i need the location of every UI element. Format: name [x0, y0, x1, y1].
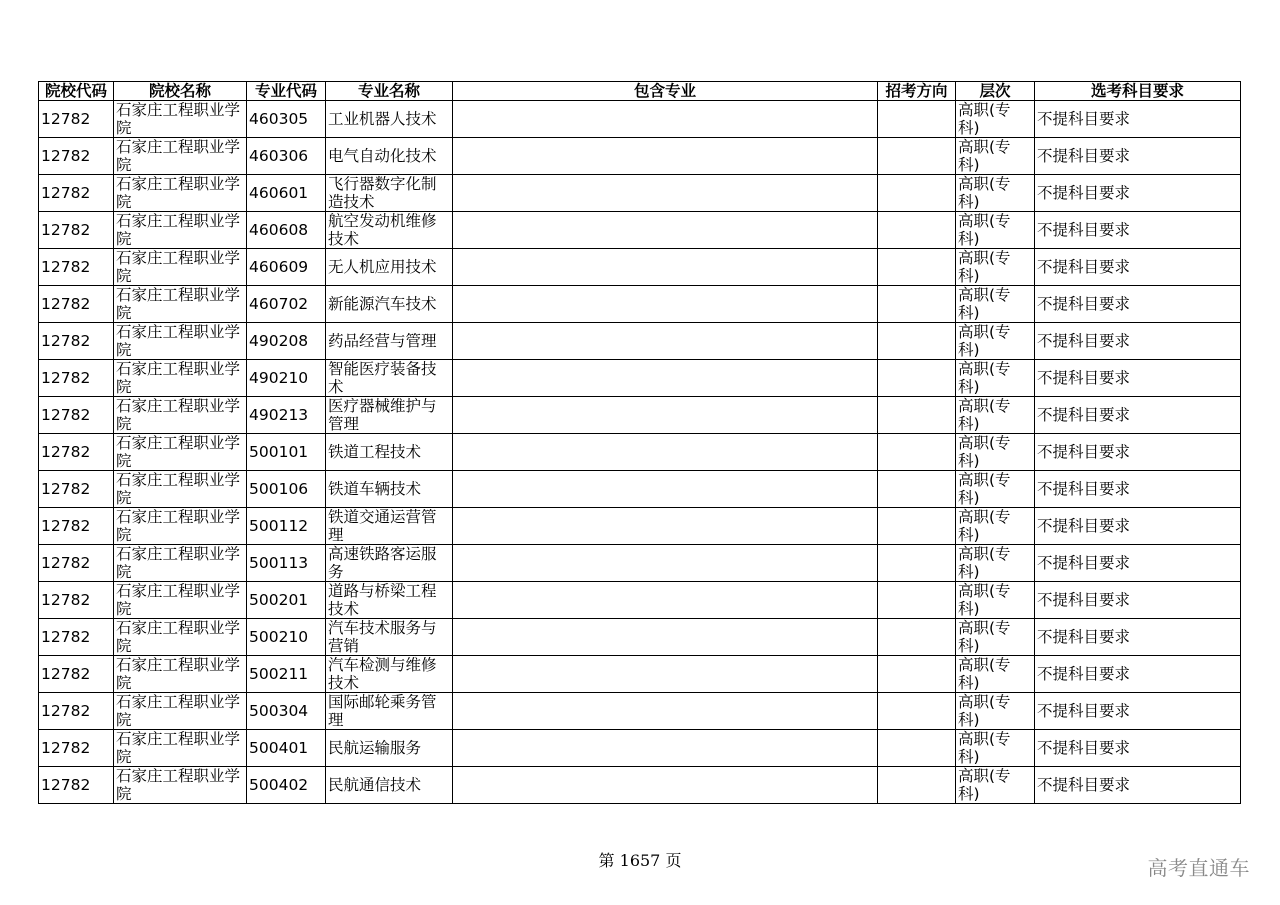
cell-level: 高职(专科) [956, 397, 1035, 434]
cell-major-name: 航空发动机维修技术 [326, 212, 453, 249]
table-row [39, 138, 1241, 175]
cell-school-code: 12782 [39, 397, 114, 434]
cell-major-name: 国际邮轮乘务管理 [326, 693, 453, 730]
cell-major-code: 500402 [247, 767, 326, 804]
cell-subject-requirement: 不提科目要求 [1035, 656, 1241, 693]
cell-admission-direction [878, 582, 956, 619]
cell-subject-requirement: 不提科目要求 [1035, 582, 1241, 619]
cell-major-code: 460702 [247, 286, 326, 323]
cell-included-majors [453, 619, 878, 656]
cell-school-name: 石家庄工程职业学院 [114, 471, 247, 508]
cell-major-name: 铁道车辆技术 [326, 471, 453, 508]
cell-major-code: 460609 [247, 249, 326, 286]
cell-subject-requirement: 不提科目要求 [1035, 545, 1241, 582]
cell-school-name: 石家庄工程职业学院 [114, 212, 247, 249]
column-header-subject-requirement: 选考科目要求 [1035, 82, 1241, 101]
cell-level: 高职(专科) [956, 286, 1035, 323]
table-row [39, 360, 1241, 397]
cell-subject-requirement: 不提科目要求 [1035, 286, 1241, 323]
cell-included-majors [453, 471, 878, 508]
table-row [39, 397, 1241, 434]
cell-admission-direction [878, 767, 956, 804]
cell-level: 高职(专科) [956, 693, 1035, 730]
cell-major-name: 民航通信技术 [326, 767, 453, 804]
table-row [39, 693, 1241, 730]
cell-subject-requirement: 不提科目要求 [1035, 767, 1241, 804]
cell-subject-requirement: 不提科目要求 [1035, 508, 1241, 545]
cell-admission-direction [878, 249, 956, 286]
cell-level: 高职(专科) [956, 619, 1035, 656]
cell-admission-direction [878, 101, 956, 138]
cell-major-name: 无人机应用技术 [326, 249, 453, 286]
cell-school-code: 12782 [39, 767, 114, 804]
cell-subject-requirement: 不提科目要求 [1035, 212, 1241, 249]
cell-level: 高职(专科) [956, 730, 1035, 767]
admissions-table [38, 81, 1241, 804]
cell-major-name: 药品经营与管理 [326, 323, 453, 360]
cell-school-name: 石家庄工程职业学院 [114, 249, 247, 286]
table-row [39, 249, 1241, 286]
cell-major-code: 500401 [247, 730, 326, 767]
cell-major-code: 500112 [247, 508, 326, 545]
cell-school-code: 12782 [39, 730, 114, 767]
cell-school-code: 12782 [39, 286, 114, 323]
table-row [39, 656, 1241, 693]
cell-included-majors [453, 582, 878, 619]
cell-level: 高职(专科) [956, 545, 1035, 582]
cell-included-majors [453, 286, 878, 323]
cell-major-code: 500113 [247, 545, 326, 582]
table-row [39, 101, 1241, 138]
column-header-major-code: 专业代码 [247, 82, 326, 101]
cell-major-name: 道路与桥梁工程技术 [326, 582, 453, 619]
cell-admission-direction [878, 656, 956, 693]
cell-level: 高职(专科) [956, 138, 1035, 175]
cell-admission-direction [878, 693, 956, 730]
cell-included-majors [453, 545, 878, 582]
cell-level: 高职(专科) [956, 656, 1035, 693]
cell-level: 高职(专科) [956, 323, 1035, 360]
cell-major-code: 500106 [247, 471, 326, 508]
cell-school-code: 12782 [39, 619, 114, 656]
table-row [39, 212, 1241, 249]
cell-major-code: 490208 [247, 323, 326, 360]
cell-school-code: 12782 [39, 212, 114, 249]
cell-school-name: 石家庄工程职业学院 [114, 656, 247, 693]
cell-school-name: 石家庄工程职业学院 [114, 360, 247, 397]
cell-major-code: 460305 [247, 101, 326, 138]
table-row [39, 619, 1241, 656]
cell-subject-requirement: 不提科目要求 [1035, 693, 1241, 730]
cell-level: 高职(专科) [956, 212, 1035, 249]
cell-school-name: 石家庄工程职业学院 [114, 175, 247, 212]
cell-major-code: 500201 [247, 582, 326, 619]
table-header-row [39, 82, 1241, 101]
cell-school-name: 石家庄工程职业学院 [114, 693, 247, 730]
column-header-school-code: 院校代码 [39, 82, 114, 101]
cell-included-majors [453, 730, 878, 767]
table-row [39, 545, 1241, 582]
cell-admission-direction [878, 175, 956, 212]
column-header-major-name: 专业名称 [326, 82, 453, 101]
cell-subject-requirement: 不提科目要求 [1035, 360, 1241, 397]
cell-level: 高职(专科) [956, 767, 1035, 804]
cell-school-code: 12782 [39, 656, 114, 693]
cell-school-name: 石家庄工程职业学院 [114, 730, 247, 767]
cell-admission-direction [878, 545, 956, 582]
cell-level: 高职(专科) [956, 101, 1035, 138]
cell-subject-requirement: 不提科目要求 [1035, 175, 1241, 212]
cell-school-name: 石家庄工程职业学院 [114, 767, 247, 804]
cell-major-code: 500210 [247, 619, 326, 656]
page-number: 第 1657 页 [598, 851, 682, 870]
cell-subject-requirement: 不提科目要求 [1035, 471, 1241, 508]
cell-included-majors [453, 212, 878, 249]
cell-school-code: 12782 [39, 138, 114, 175]
cell-level: 高职(专科) [956, 249, 1035, 286]
cell-admission-direction [878, 471, 956, 508]
table-row [39, 582, 1241, 619]
cell-major-name: 智能医疗装备技术 [326, 360, 453, 397]
column-header-admission-direction: 招考方向 [878, 82, 956, 101]
cell-admission-direction [878, 138, 956, 175]
cell-school-name: 石家庄工程职业学院 [114, 323, 247, 360]
cell-school-code: 12782 [39, 434, 114, 471]
cell-school-name: 石家庄工程职业学院 [114, 582, 247, 619]
cell-school-code: 12782 [39, 101, 114, 138]
cell-included-majors [453, 249, 878, 286]
cell-major-name: 高速铁路客运服务 [326, 545, 453, 582]
cell-major-code: 500304 [247, 693, 326, 730]
cell-included-majors [453, 693, 878, 730]
cell-admission-direction [878, 212, 956, 249]
cell-major-code: 490213 [247, 397, 326, 434]
cell-school-code: 12782 [39, 249, 114, 286]
cell-major-name: 铁道工程技术 [326, 434, 453, 471]
cell-major-name: 新能源汽车技术 [326, 286, 453, 323]
table-body [39, 101, 1241, 804]
cell-level: 高职(专科) [956, 508, 1035, 545]
cell-school-code: 12782 [39, 508, 114, 545]
cell-subject-requirement: 不提科目要求 [1035, 323, 1241, 360]
cell-admission-direction [878, 323, 956, 360]
cell-major-code: 490210 [247, 360, 326, 397]
cell-included-majors [453, 101, 878, 138]
cell-admission-direction [878, 286, 956, 323]
cell-subject-requirement: 不提科目要求 [1035, 434, 1241, 471]
cell-school-code: 12782 [39, 175, 114, 212]
cell-school-code: 12782 [39, 360, 114, 397]
cell-level: 高职(专科) [956, 175, 1035, 212]
cell-major-name: 电气自动化技术 [326, 138, 453, 175]
table-row [39, 175, 1241, 212]
table-row [39, 508, 1241, 545]
cell-subject-requirement: 不提科目要求 [1035, 249, 1241, 286]
cell-included-majors [453, 397, 878, 434]
cell-level: 高职(专科) [956, 471, 1035, 508]
cell-school-name: 石家庄工程职业学院 [114, 286, 247, 323]
cell-subject-requirement: 不提科目要求 [1035, 619, 1241, 656]
cell-school-code: 12782 [39, 545, 114, 582]
cell-school-name: 石家庄工程职业学院 [114, 434, 247, 471]
cell-subject-requirement: 不提科目要求 [1035, 730, 1241, 767]
cell-major-name: 工业机器人技术 [326, 101, 453, 138]
table-row [39, 323, 1241, 360]
column-header-level: 层次 [956, 82, 1035, 101]
cell-admission-direction [878, 730, 956, 767]
cell-major-name: 飞行器数字化制造技术 [326, 175, 453, 212]
column-header-included-majors: 包含专业 [453, 82, 878, 101]
cell-included-majors [453, 360, 878, 397]
cell-school-code: 12782 [39, 471, 114, 508]
cell-major-code: 460601 [247, 175, 326, 212]
cell-major-code: 500211 [247, 656, 326, 693]
table-row [39, 434, 1241, 471]
cell-major-name: 民航运输服务 [326, 730, 453, 767]
cell-school-name: 石家庄工程职业学院 [114, 619, 247, 656]
column-header-school-name: 院校名称 [114, 82, 247, 101]
cell-school-code: 12782 [39, 693, 114, 730]
cell-major-code: 500101 [247, 434, 326, 471]
cell-included-majors [453, 323, 878, 360]
cell-level: 高职(专科) [956, 582, 1035, 619]
cell-included-majors [453, 138, 878, 175]
cell-school-name: 石家庄工程职业学院 [114, 508, 247, 545]
cell-major-name: 医疗器械维护与管理 [326, 397, 453, 434]
cell-school-code: 12782 [39, 582, 114, 619]
cell-school-name: 石家庄工程职业学院 [114, 397, 247, 434]
cell-school-code: 12782 [39, 323, 114, 360]
cell-major-code: 460306 [247, 138, 326, 175]
cell-subject-requirement: 不提科目要求 [1035, 397, 1241, 434]
cell-included-majors [453, 175, 878, 212]
cell-school-name: 石家庄工程职业学院 [114, 101, 247, 138]
cell-admission-direction [878, 360, 956, 397]
table-row [39, 471, 1241, 508]
table-row [39, 767, 1241, 804]
cell-admission-direction [878, 508, 956, 545]
cell-level: 高职(专科) [956, 434, 1035, 471]
table-row [39, 730, 1241, 767]
cell-included-majors [453, 767, 878, 804]
cell-subject-requirement: 不提科目要求 [1035, 101, 1241, 138]
cell-admission-direction [878, 434, 956, 471]
cell-included-majors [453, 434, 878, 471]
cell-school-name: 石家庄工程职业学院 [114, 545, 247, 582]
cell-major-name: 汽车技术服务与营销 [326, 619, 453, 656]
cell-subject-requirement: 不提科目要求 [1035, 138, 1241, 175]
cell-school-name: 石家庄工程职业学院 [114, 138, 247, 175]
cell-admission-direction [878, 397, 956, 434]
cell-admission-direction [878, 619, 956, 656]
cell-included-majors [453, 656, 878, 693]
cell-major-code: 460608 [247, 212, 326, 249]
cell-major-name: 铁道交通运营管理 [326, 508, 453, 545]
watermark-logo: 高考直通车 [1147, 856, 1250, 880]
cell-included-majors [453, 508, 878, 545]
table-row [39, 286, 1241, 323]
cell-major-name: 汽车检测与维修技术 [326, 656, 453, 693]
cell-level: 高职(专科) [956, 360, 1035, 397]
